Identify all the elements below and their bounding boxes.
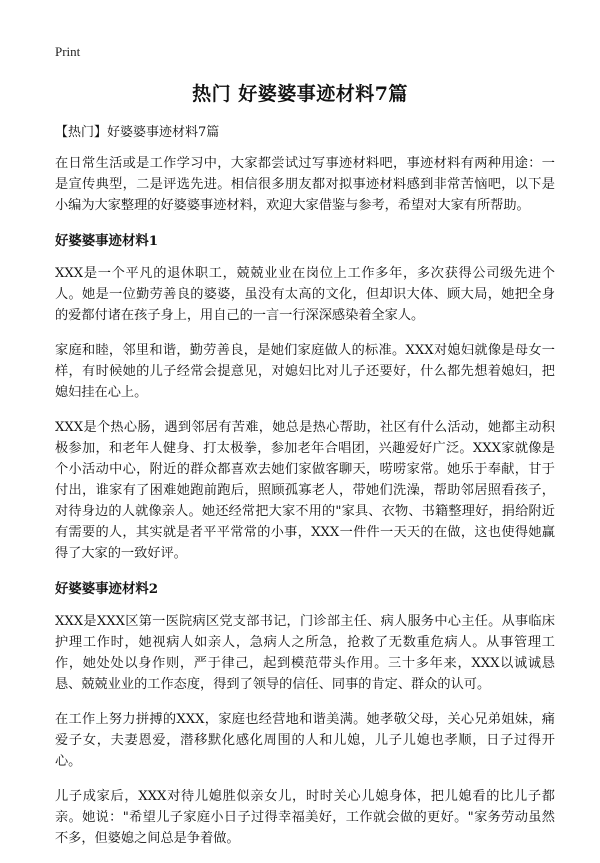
page-title: 热门 好婆婆事迹材料7篇: [192, 83, 408, 105]
section-2-paragraph-1: XXX是XXX区第一医院病区党支部书记，门诊部主任、病人服务中心主任。从事临床护理工作时，她视病人如亲人，急病人之所急，抢救了无数重危病人。从事管理工作，她处处以身作则，严于律己，起到模范带头作用。三十多年来，XXX以诚诚恳恳、兢兢业业的工作态度，得到了领导的信任、同事的肯定、群众的认可。: [55, 614, 555, 692]
section-1-paragraph-3: XXX是个热心肠，遇到邻居有苦难，她总是热心帮助，社区有什么活动，她都主动积极参加，和老年人健身、打太极拳，参加老年合唱团，兴趣爱好广泛。XXX家就像是个小活动中心，附近的群众都喜欢去她们家做客聊天，唠唠家常。她乐于奉献，甘于付出，谁家有了困难她跑前跑后，照顾孤寡老人，带她们洗澡，帮助邻居照看孩子，对待身边的人就像亲人。她还经常把大家不用的"家具、衣物、书籍整理好，捐给附近有需要的人，其实就是者平平常常的小事，XXX一件件一天天的在做，这也使得她赢得了大家的一致好评。: [55, 420, 555, 561]
page-subtitle: 【热门】好婆婆事迹材料7篇: [55, 125, 220, 140]
document-body: [55, 153, 555, 863]
section-2-paragraph-3: 儿子成家后，XXX对待儿媳胜似亲女儿，时时关心儿媳身体，把儿媳看的比儿子都亲。她说："希望儿子家庭小日子过得幸福美好，工作就会做的更好。"家务劳动虽然不多，但婆媳之间总是争着做。: [55, 789, 555, 846]
section-1-paragraph-1: XXX是一个平凡的退休职工，兢兢业业在岗位上工作多年，多次获得公司级先进个人。她是一位勤劳善良的婆婆，虽没有太高的文化，但却识大体、顾大局，她把全身的爱都付诸在孩子身上，用自己的一言一行深深感染着全家人。: [55, 266, 555, 323]
intro-paragraph: 在日常生活或是工作学习中，大家都尝试过写事迹材料吧，事迹材料有两种用途：一是宣传典型，二是评选先进。相信很多朋友都对拟事迹材料感到非常苦恼吧，以下是小编为大家整理的好婆婆事迹材料，欢迎大家借鉴与参考，希望对大家有所帮助。: [55, 156, 555, 213]
section-heading-2: 好婆婆事迹材料2: [55, 581, 159, 597]
section-2-paragraph-2: 在工作上努力拼搏的XXX，家庭也经营地和谐美满。她孝敬父母，关心兄弟姐妹，痛爱子女，夫妻恩爱，潜移默化感化周围的人和儿媳，儿子儿媳也孝顺，日子过得开心。: [55, 712, 555, 769]
print-link[interactable]: Print: [55, 44, 81, 59]
section-1-paragraph-2: 家庭和睦，邻里和谐，勤劳善良，是她们家庭做人的标准。XXX对媳妇就像是母女一样，有时候她的儿子经常会提意见，对媳妇比对儿子还要好，什么都先想着媳妇，把媳妇挂在心上。: [55, 343, 555, 400]
section-heading-1: 好婆婆事迹材料1: [55, 233, 159, 249]
